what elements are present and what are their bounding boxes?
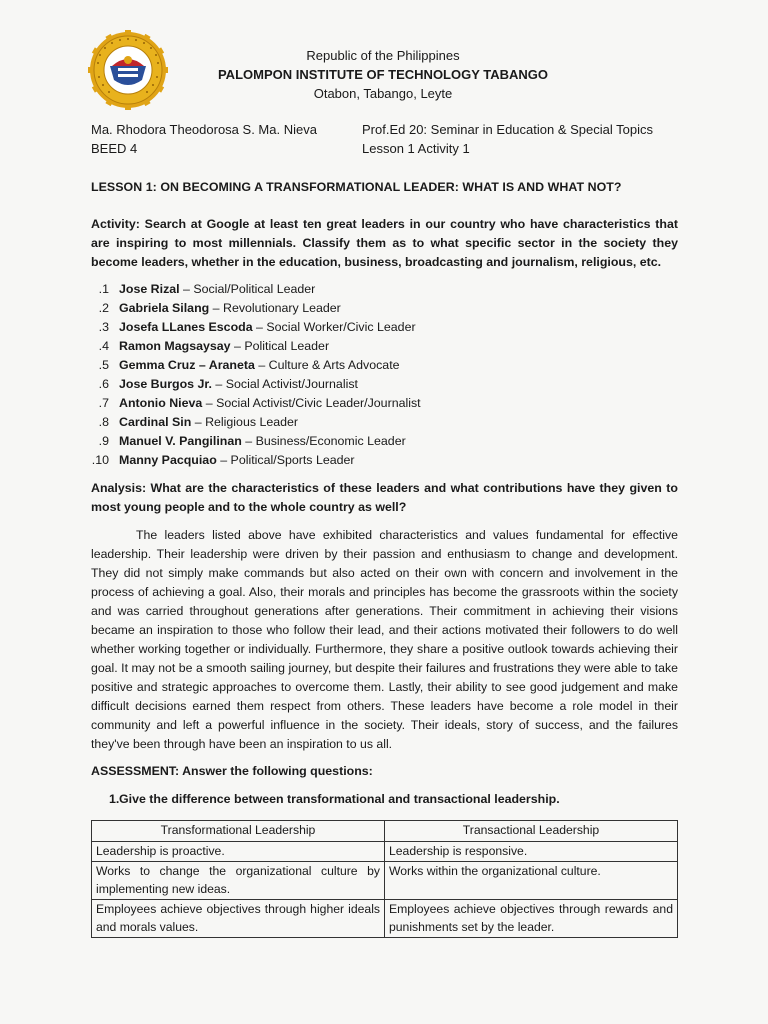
lesson-title: LESSON 1: ON BECOMING A TRANSFORMATIONAL LEADER: WHAT IS AND WHAT NOT? — [91, 180, 622, 194]
activity-instructions: Activity: Search at Google at least ten great leaders in our country who have characteristics that are inspiring to most millennials. Classify them as to what specific sector in the society they become leaders, whether in the education, business, broadcasting and journalism, religious, etc. — [91, 217, 678, 269]
analysis-question: Analysis: What are the characteristics of these leaders and what contributions have they given to most young people and to the whole country as well? — [91, 481, 678, 514]
table-row — [92, 900, 678, 938]
question-text: Give the difference between transformational and transactional leadership. — [119, 792, 560, 806]
leader-role: – Political Leader — [230, 339, 330, 353]
institution-name: PALOMPON INSTITUTE OF TECHNOLOGY TABANGO — [217, 67, 549, 82]
table-row — [92, 841, 678, 862]
leader-role: – Social/Political Leader — [179, 282, 316, 296]
list-item: 6. Jose Burgos Jr. – Social Activist/Journalist — [98, 377, 358, 391]
list-item: 8. Cardinal Sin – Religious Leader — [98, 415, 299, 429]
leader-name: Gemma Cruz – Araneta — [119, 358, 255, 372]
leader-name: Manny Pacquiao — [119, 453, 217, 467]
table-header-cell: Transactional Leadership — [385, 821, 678, 842]
list-item: 9. Manuel V. Pangilinan – Business/Economic Leader — [98, 434, 406, 448]
assessment-question — [91, 792, 560, 806]
leader-name: Jose Rizal — [119, 282, 180, 296]
table-cell: Works within the organizational culture. — [385, 862, 678, 900]
table-cell: Employees achieve objectives through rewards and punishments set by the leader. — [385, 900, 678, 938]
leader-role: – Revolutionary Leader — [209, 301, 341, 315]
document-header — [0, 46, 768, 103]
table-cell: Leadership is responsive. — [385, 841, 678, 862]
leader-role: – Social Activist/Journalist — [211, 377, 358, 391]
list-item: 4. Ramon Magsaysay – Political Leader — [98, 339, 330, 353]
list-item: 7. Antonio Nieva – Social Activist/Civic Leader/Journalist — [98, 396, 421, 410]
leadership-comparison-table — [91, 820, 678, 938]
leader-role: – Political/Sports Leader — [216, 453, 355, 467]
country-line: Republic of the Philippines — [306, 48, 460, 63]
table-cell: Leadership is proactive. — [92, 841, 385, 862]
leader-name: Antonio Nieva — [119, 396, 203, 410]
student-section: BEED 4 — [91, 141, 138, 156]
table-cell: Employees achieve objectives through higher ideals and morals values. — [92, 900, 385, 938]
leader-name: Gabriela Silang — [119, 301, 210, 315]
leader-role: – Business/Economic Leader — [241, 434, 406, 448]
leaders-list — [91, 280, 651, 470]
list-item: 2. Gabriela Silang – Revolutionary Leader — [98, 301, 341, 315]
leader-name: Jose Burgos Jr. — [119, 377, 212, 391]
assessment-heading: ASSESSMENT: Answer the following questions: — [91, 764, 373, 778]
leader-role: – Social Worker/Civic Leader — [252, 320, 416, 334]
leader-name: Josefa LLanes Escoda — [119, 320, 253, 334]
leader-role: – Social Activist/Civic Leader/Journalist — [202, 396, 421, 410]
lesson-activity-label: Lesson 1 Activity 1 — [362, 141, 470, 156]
table-header-cell: Transformational Leadership — [92, 821, 385, 842]
leader-role: – Culture & Arts Advocate — [254, 358, 400, 372]
list-item: 3. Josefa LLanes Escoda – Social Worker/Civic Leader — [98, 320, 416, 334]
list-item: 1. Jose Rizal – Social/Political Leader — [98, 282, 316, 296]
table-cell: Works to change the organizational culture by implementing new ideas. — [92, 862, 385, 900]
leader-name: Ramon Magsaysay — [119, 339, 231, 353]
leader-name: Cardinal Sin — [119, 415, 192, 429]
list-item: 10. Manny Pacquiao – Political/Sports Leader — [91, 453, 355, 467]
student-name: Ma. Rhodora Theodorosa S. Ma. Nieva — [91, 122, 317, 137]
course-title: Prof.Ed 20: Seminar in Education & Special Topics — [362, 122, 653, 137]
leader-name: Manuel V. Pangilinan — [119, 434, 242, 448]
institution-address: Otabon, Tabango, Leyte — [313, 86, 453, 101]
table-header-row — [92, 821, 678, 842]
leader-role: – Religious Leader — [191, 415, 299, 429]
table-row — [92, 862, 678, 900]
course-info — [362, 120, 653, 158]
question-number: 1. — [109, 792, 120, 806]
student-info — [91, 120, 317, 158]
analysis-answer-paragraph: The leaders listed above have exhibited characteristics and values fundamental for effective leadership. Their leadership were driven by their passion and enthusiasm to change and development. They did not simply make commands but also acted on their own with concern and involvement in the process of achieving a goal. Also, their morals and principles has become the grassroots within the society and was carried throughout generations after generations. Their commitment in achieving their visions became an inspiration to those who follow their lead, and their actions motivated their followers to do well whether working together or individually. Furthermore, they share a positive outlook towards achieving their goal. It may not be a smooth sailing journey, but despite their failures and frustrations they were able to take positive and strategic approaches to overcome them. Lastly, their ability to see good judgement and make difficult decisions earned them respect from others. These leaders have become a role model in their community and left a powerful influence in the society. Their ideals, story of success, and the failures they've been through have been an inspiration to us all. — [91, 528, 678, 751]
list-item: 5. Gemma Cruz – Araneta – Culture & Arts Advocate — [98, 358, 400, 372]
